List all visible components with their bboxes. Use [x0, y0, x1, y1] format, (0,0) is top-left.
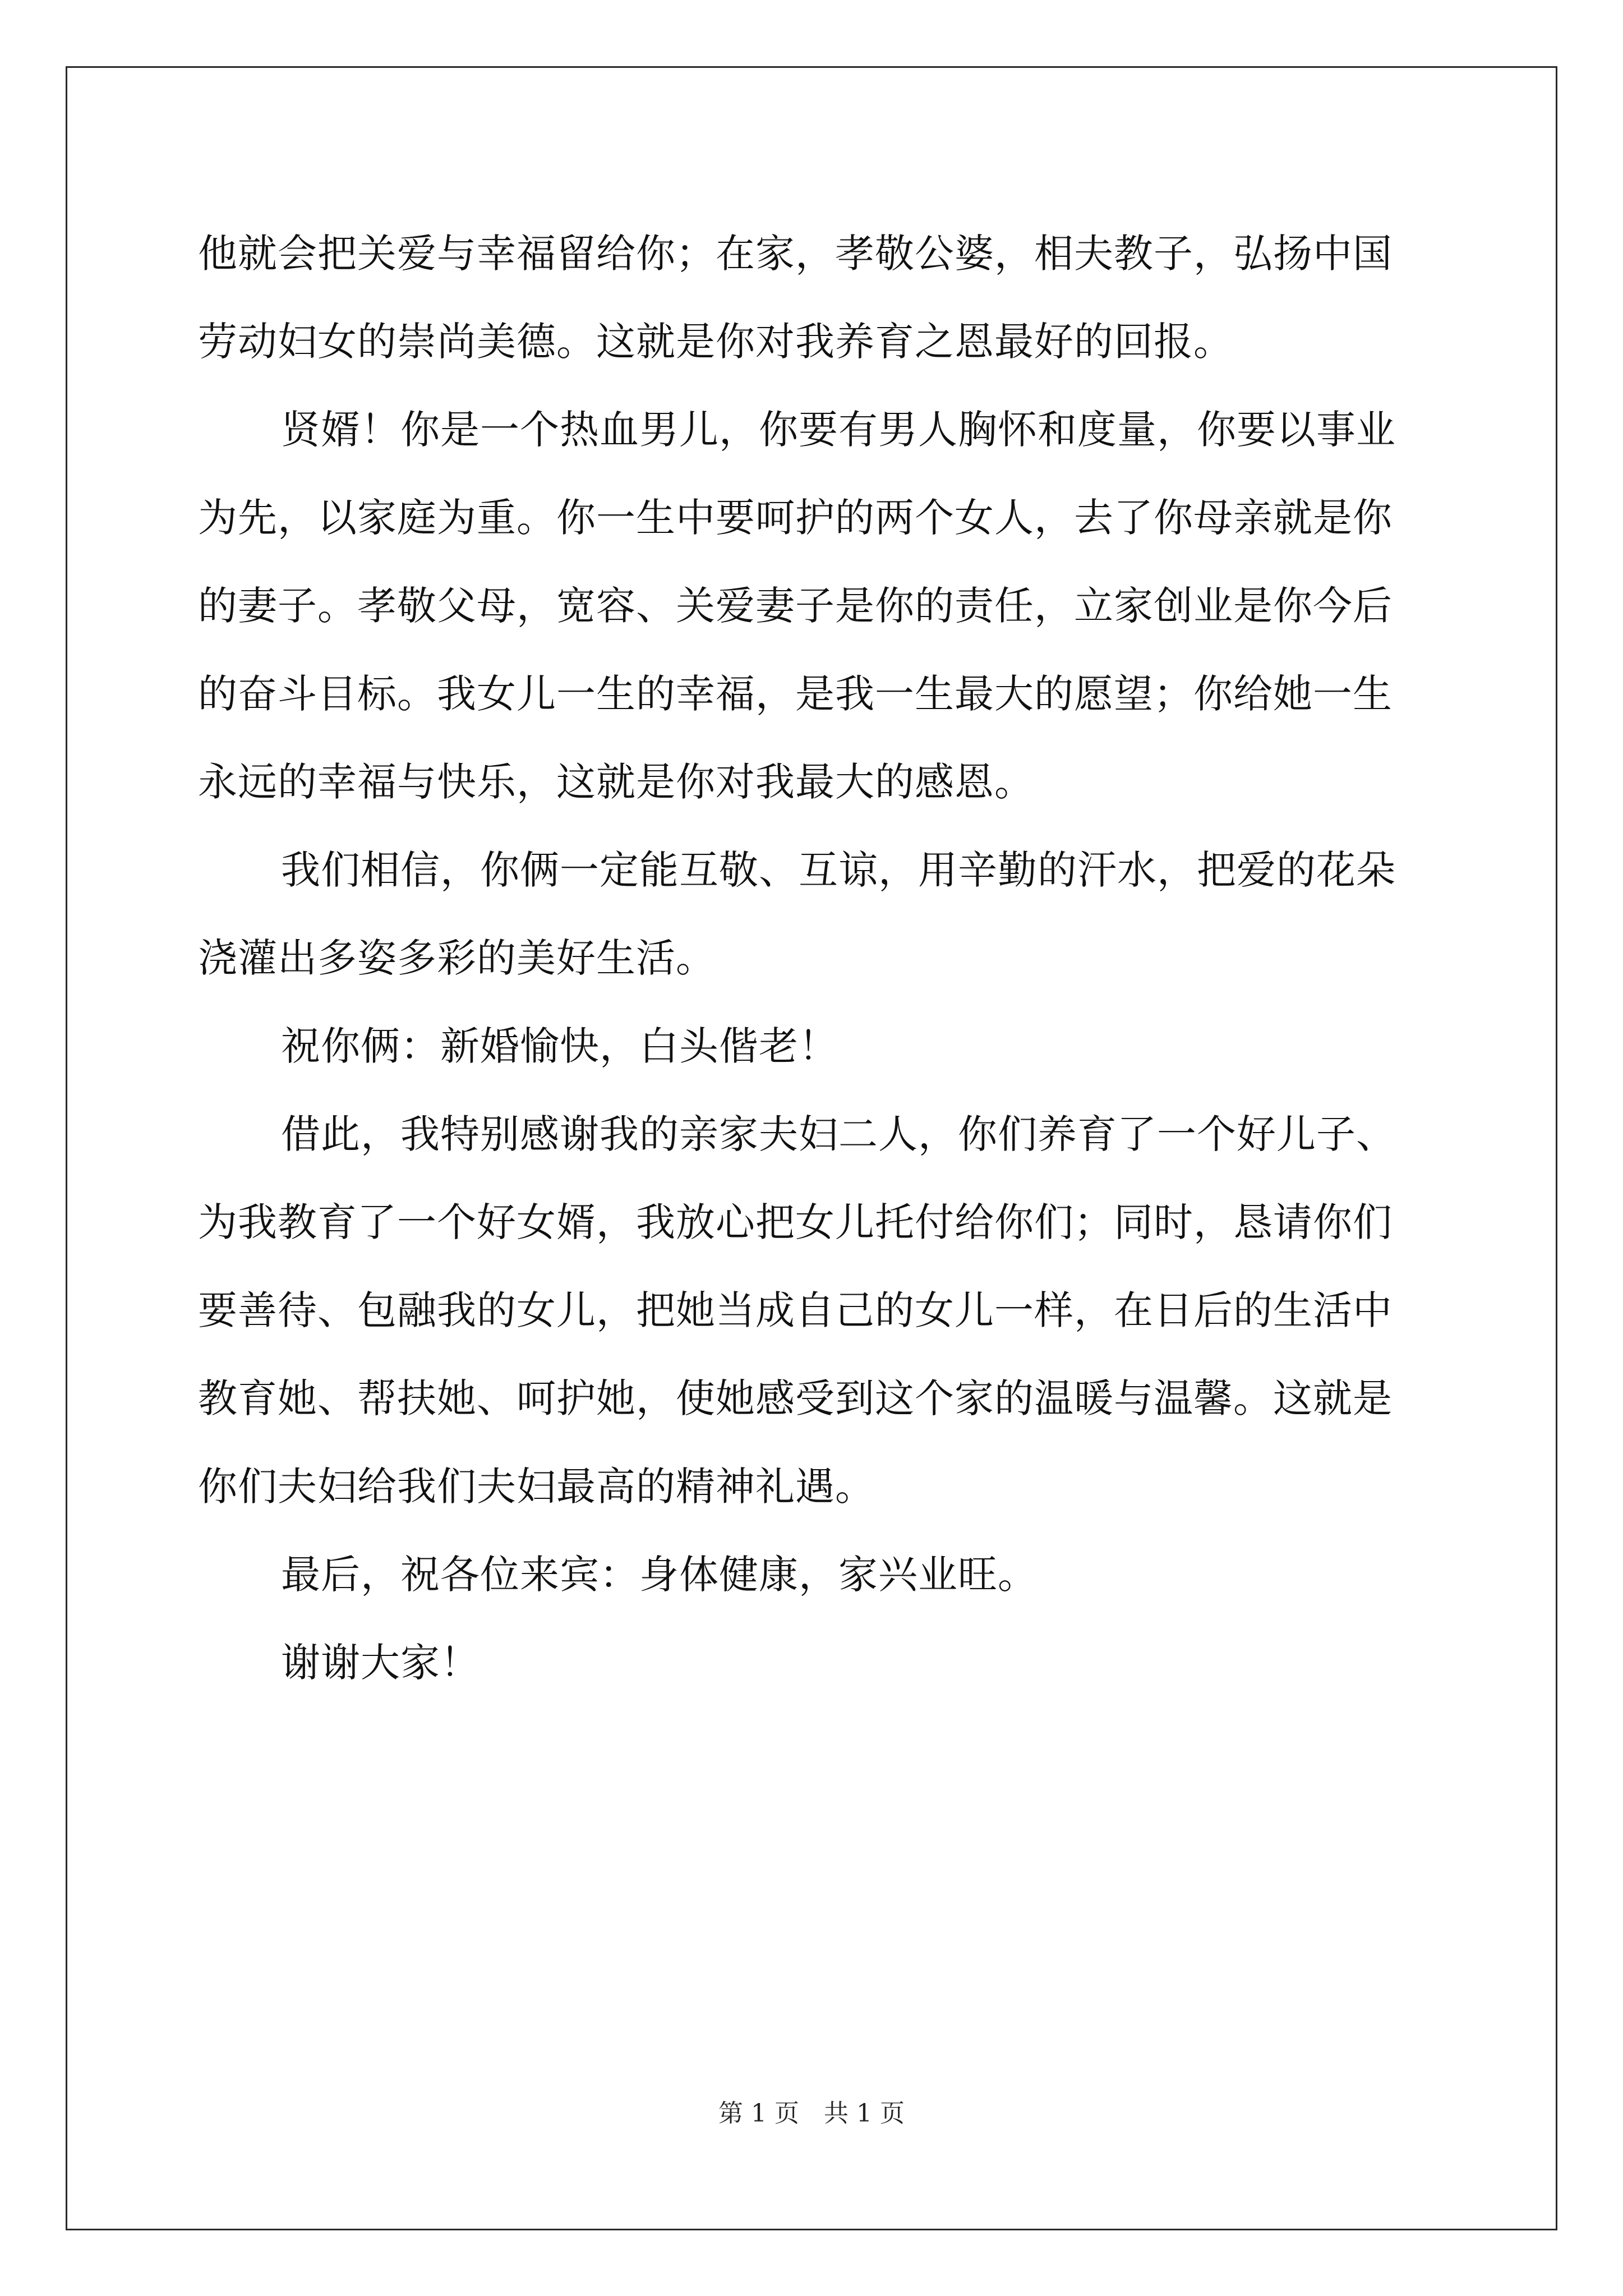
paragraph-7-line-1: 谢谢大家！	[281, 1640, 480, 1686]
paragraph-5-line-4: 教育她、帮扶她、呵护她，使她感受到这个家的温暖与温馨。这就是	[198, 1375, 1393, 1421]
paragraph-4-line-1: 祝你俩：新婚愉快，白头偕老！	[281, 1023, 838, 1069]
paragraph-2-line-5: 永远的幸福与快乐，这就是你对我最大的感恩。	[198, 759, 1034, 805]
paragraph-3-line-2: 浇灌出多姿多彩的美好生活。	[198, 935, 716, 981]
paragraph-2-line-2: 为先，以家庭为重。你一生中要呵护的两个女人，去了你母亲就是你	[198, 495, 1393, 541]
paragraph-2-line-3: 的妻子。孝敬父母，宽容、关爱妻子是你的责任，立家创业是你今后	[198, 583, 1393, 629]
page-number-footer: 第 1 页 共 1 页	[718, 2099, 905, 2128]
paragraph-5-line-3: 要善待、包融我的女儿，把她当成自己的女儿一样，在日后的生活中	[198, 1287, 1393, 1333]
paragraph-6-line-1: 最后，祝各位来宾：身体健康，家兴业旺。	[281, 1552, 1038, 1598]
paragraph-3-line-1: 我们相信，你俩一定能互敬、互谅，用辛勤的汗水，把爱的花朵	[281, 847, 1396, 893]
paragraph-1-line-1: 他就会把关爱与幸福留给你；在家，孝敬公婆，相夫教子，弘扬中国	[198, 231, 1393, 277]
paragraph-1-line-2: 劳动妇女的崇尚美德。这就是你对我养育之恩最好的回报。	[198, 319, 1233, 365]
paragraph-5-line-2: 为我教育了一个好女婿，我放心把女儿托付给你们；同时，恳请你们	[198, 1199, 1393, 1245]
paragraph-2-line-1: 贤婿！你是一个热血男儿，你要有男人胸怀和度量，你要以事业	[281, 407, 1396, 453]
paragraph-2-line-4: 的奋斗目标。我女儿一生的幸福，是我一生最大的愿望；你给她一生	[198, 671, 1393, 717]
paragraph-5-line-1: 借此，我特别感谢我的亲家夫妇二人，你们养育了一个好儿子、	[281, 1111, 1396, 1157]
document-body	[198, 210, 1432, 1707]
paragraph-5-line-5: 你们夫妇给我们夫妇最高的精神礼遇。	[198, 1464, 875, 1510]
